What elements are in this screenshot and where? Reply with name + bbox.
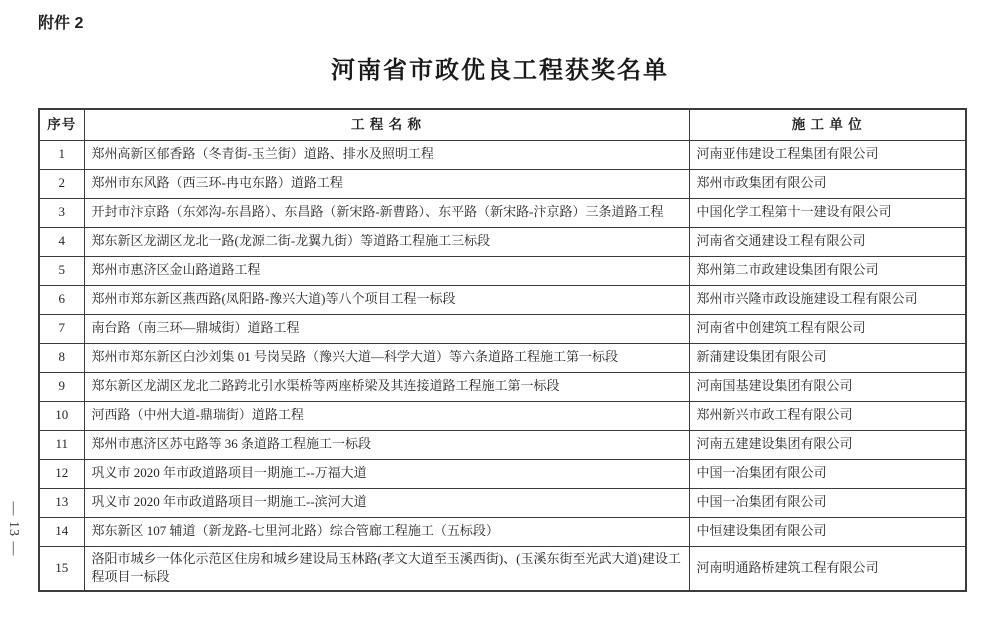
table-body	[39, 140, 966, 591]
cell-construction-company: 中恒建设集团有限公司	[689, 517, 966, 546]
table-row	[39, 140, 966, 169]
table-header-row	[39, 109, 966, 140]
award-table	[38, 108, 967, 592]
cell-serial-number: 6	[39, 285, 84, 314]
table-row	[39, 227, 966, 256]
table-row	[39, 256, 966, 285]
cell-construction-company: 河南省中创建筑工程有限公司	[689, 314, 966, 343]
table-header	[39, 109, 966, 140]
cell-construction-company: 河南明通路桥建筑工程有限公司	[689, 546, 966, 591]
page-number: — 13 —	[6, 501, 21, 557]
cell-serial-number: 10	[39, 401, 84, 430]
cell-project-name: 郑州市惠济区苏屯路等 36 条道路工程施工一标段	[84, 430, 689, 459]
cell-serial-number: 8	[39, 343, 84, 372]
attachment-label: 附件 2	[38, 15, 84, 32]
table-row	[39, 372, 966, 401]
cell-serial-number: 15	[39, 546, 84, 591]
cell-project-name: 洛阳市城乡一体化示范区住房和城乡建设局玉林路(孝文大道至玉溪西街)、(玉溪东街至光武大道)建设工程项目一标段	[84, 546, 689, 591]
cell-construction-company: 河南五建建设集团有限公司	[689, 430, 966, 459]
cell-serial-number: 9	[39, 372, 84, 401]
cell-construction-company: 郑州市政集团有限公司	[689, 169, 966, 198]
table-row	[39, 459, 966, 488]
table-row	[39, 430, 966, 459]
table-row	[39, 546, 966, 591]
cell-project-name: 开封市汴京路（东郊沟-东昌路）、东昌路（新宋路-新曹路）、东平路（新宋路-汴京路）三条道路工程	[84, 198, 689, 227]
cell-project-name: 河西路（中州大道-鼎瑞街）道路工程	[84, 401, 689, 430]
cell-construction-company: 河南亚伟建设工程集团有限公司	[689, 140, 966, 169]
cell-project-name: 郑东新区龙湖区龙北一路(龙源二街-龙翼九街）等道路工程施工三标段	[84, 227, 689, 256]
cell-serial-number: 5	[39, 256, 84, 285]
cell-construction-company: 郑州新兴市政工程有限公司	[689, 401, 966, 430]
table-row	[39, 285, 966, 314]
cell-project-name: 郑东新区 107 辅道（新龙路-七里河北路）综合管廊工程施工（五标段）	[84, 517, 689, 546]
page-title: 河南省市政优良工程获奖名单	[331, 57, 669, 84]
cell-construction-company: 中国一冶集团有限公司	[689, 488, 966, 517]
cell-serial-number: 14	[39, 517, 84, 546]
cell-project-name: 郑州市郑东新区燕西路(凤阳路-豫兴大道)等八个项目工程一标段	[84, 285, 689, 314]
cell-serial-number: 1	[39, 140, 84, 169]
cell-project-name: 郑州市惠济区金山路道路工程	[84, 256, 689, 285]
table-row	[39, 169, 966, 198]
cell-serial-number: 3	[39, 198, 84, 227]
cell-project-name: 郑州市郑东新区白沙刘集 01 号岗吴路（豫兴大道—科学大道）等六条道路工程施工第一标段	[84, 343, 689, 372]
table-row	[39, 343, 966, 372]
cell-serial-number: 13	[39, 488, 84, 517]
cell-serial-number: 4	[39, 227, 84, 256]
column-header-project: 工 程 名 称	[84, 109, 689, 140]
cell-construction-company: 中国一冶集团有限公司	[689, 459, 966, 488]
table-row	[39, 517, 966, 546]
column-header-no: 序号	[39, 109, 84, 140]
cell-serial-number: 7	[39, 314, 84, 343]
cell-serial-number: 2	[39, 169, 84, 198]
column-header-company: 施 工 单 位	[689, 109, 966, 140]
table-row	[39, 488, 966, 517]
cell-project-name: 郑州市东风路（西三环-冉屯东路）道路工程	[84, 169, 689, 198]
cell-construction-company: 新蒲建设集团有限公司	[689, 343, 966, 372]
table-row	[39, 314, 966, 343]
table-row	[39, 401, 966, 430]
cell-project-name: 巩义市 2020 年市政道路项目一期施工--万福大道	[84, 459, 689, 488]
cell-serial-number: 11	[39, 430, 84, 459]
cell-construction-company: 河南国基建设集团有限公司	[689, 372, 966, 401]
cell-project-name: 巩义市 2020 年市政道路项目一期施工--滨河大道	[84, 488, 689, 517]
cell-construction-company: 郑州市兴隆市政设施建设工程有限公司	[689, 285, 966, 314]
table-row	[39, 198, 966, 227]
cell-project-name: 郑州高新区郁香路（冬青街-玉兰街）道路、排水及照明工程	[84, 140, 689, 169]
cell-project-name: 郑东新区龙湖区龙北二路跨北引水渠桥等两座桥梁及其连接道路工程施工第一标段	[84, 372, 689, 401]
cell-construction-company: 河南省交通建设工程有限公司	[689, 227, 966, 256]
cell-construction-company: 郑州第二市政建设集团有限公司	[689, 256, 966, 285]
cell-construction-company: 中国化学工程第十一建设有限公司	[689, 198, 966, 227]
cell-project-name: 南台路（南三环—鼎城街）道路工程	[84, 314, 689, 343]
cell-serial-number: 12	[39, 459, 84, 488]
